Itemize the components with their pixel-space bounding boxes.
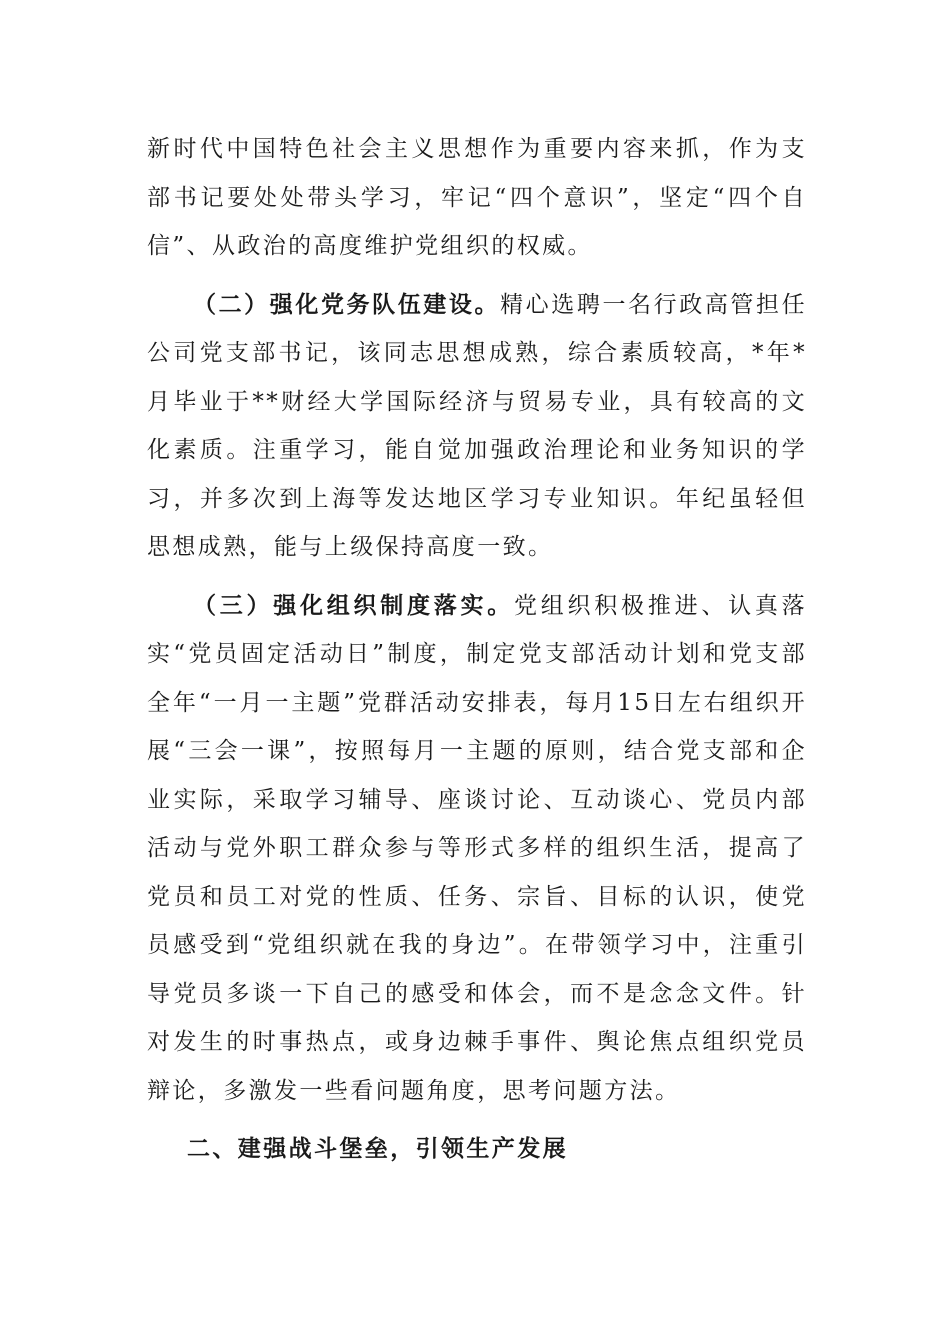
paragraph-text: 新时代中国特色社会主义思想作为重要内容来抓，作为支部书记要处处带头学习，牢记“四个意识”，坚定“四个自信”、从政治的高度维护党组织的权威。 [147,136,807,259]
paragraph-party-team [147,281,807,572]
document-body [147,125,807,1174]
paragraph-organization-system [147,582,807,1116]
paragraph-continuation [147,125,807,271]
paragraph-lead: （三）强化组织制度落实。 [193,591,515,619]
paragraph-text: 党组织积极推进、认真落实“党员固定活动日”制度，制定党支部活动计划和党支部全年“一月一主题”党群活动安排表，每月15日左右组织开展“三会一课”，按照每月一主题的原则，结合党支部和企业实际，采取学习辅导、座谈讨论、互动谈心、党员内部活动与党外职工群众参与等形式多样的组织生活，提高了党员和员工对党的性质、任务、宗旨、目标的认识，使党员感受到“党组织就在我的身边”。在带领学习中，注重引导党员多谈一下自己的感受和体会，而不是念念文件。针对发生的时事热点，或身边棘手事件、舆论焦点组织党员辩论，多激发一些看问题角度，思考问题方法。 [147,592,807,1104]
paragraph-text: 精心选聘一名行政高管担任公司党支部书记，该同志思想成熟，综合素质较高，*年*月毕业于**财经大学国际经济与贸易专业，具有较高的文化素质。注重学习，能自觉加强政治理论和业务知识的学习，并多次到上海等发达地区学习专业知识。年纪虽轻但思想成熟，能与上级保持高度一致。 [147,291,807,560]
section-heading: 二、建强战斗堡垒，引领生产发展 [187,1136,568,1162]
paragraph-lead: （二）强化党务队伍建设。 [193,290,501,318]
